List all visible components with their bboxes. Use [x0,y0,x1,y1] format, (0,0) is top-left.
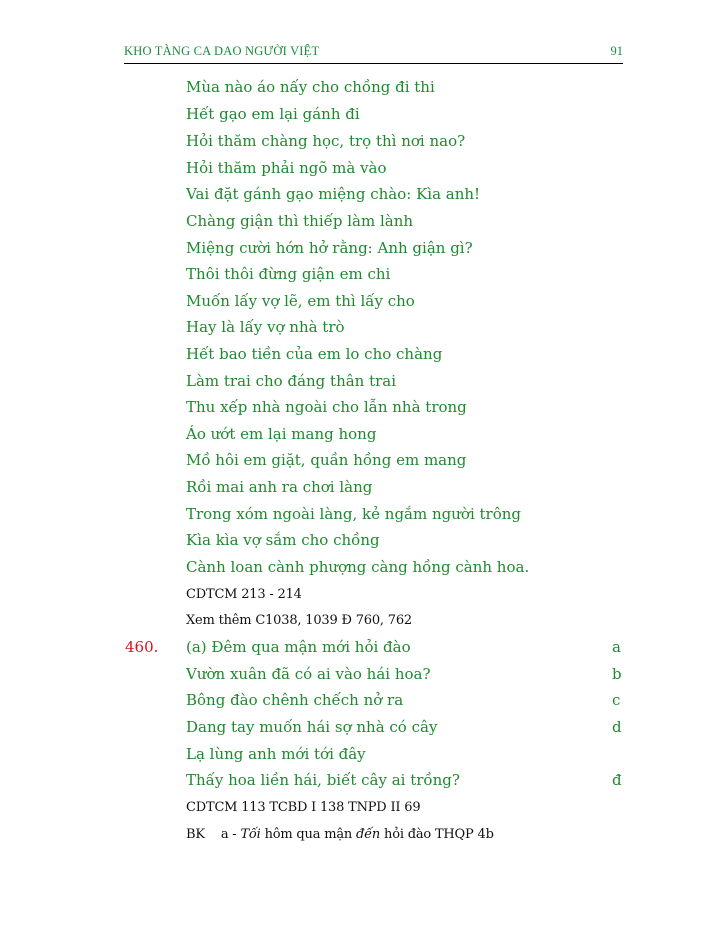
poem-line: Dang tay muốn hái sợ nhà có cây [186,718,438,736]
book-title: KHO TÀNG CA DAO NGƯỜI VIỆT [124,44,320,58]
rhyme-mark: đ [612,771,622,789]
header-divider [124,63,623,64]
poem-line: Thấy hoa liền hái, biết cây ai trồng? [186,771,460,789]
poem-number: 460. [125,638,159,656]
poem-line: Miệng cười hớn hở rằng: Anh giận gì? [186,239,473,257]
page-header [124,44,623,62]
poem-line: Áo ướt em lại mang hong [186,425,377,443]
variant-letter: a - [220,827,237,842]
variant-word: đến [356,827,381,842]
poem-line: Hết gạo em lại gánh đi [186,105,360,123]
poem-line: Hết bao tiền của em lo cho chàng [186,345,443,363]
source-note: CDTCM 213 - 214 [186,587,302,602]
variant-note [186,827,494,842]
poem-line: Kìa kìa vợ sắm cho chồng [186,531,380,549]
poem-line: Thu xếp nhà ngoài cho lẫn nhà trong [186,398,467,416]
poem-line: Lạ lùng anh mới tới đây [186,745,366,763]
poem-line: Hỏi thăm phải ngõ mà vào [186,159,387,177]
source-note: CDTCM 113 TCBD I 138 TNPD II 69 [186,800,421,815]
poem-line: Mùa nào áo nấy cho chồng đi thi [186,78,435,96]
page-number: 91 [610,44,623,58]
poem-line: Mồ hôi em giặt, quần hồng em mang [186,451,467,469]
variant-prefix: BK [186,827,205,842]
poem-line: (a) Đêm qua mận mới hỏi đào [186,638,411,656]
poem-line: Làm trai cho đáng thân trai [186,372,397,390]
rhyme-mark: d [612,718,622,736]
rhyme-mark: a [612,638,621,656]
rhyme-mark: c [612,691,621,709]
poem-line: Thôi thôi đừng giận em chi [186,265,391,283]
poem-line: Rồi mai anh ra chơi làng [186,478,373,496]
poem-line: Bông đào chênh chếch nở ra [186,691,404,709]
variant-word: Tối [240,827,261,842]
poem-line: Trong xóm ngoài làng, kẻ ngắm người trông [186,505,522,523]
rhyme-mark: b [612,665,622,683]
poem-line: Vườn xuân đã có ai vào hái hoa? [186,665,431,683]
see-also-note: Xem thêm C1038, 1039 Đ 760, 762 [186,613,412,628]
poem-line: Chàng giận thì thiếp làm lành [186,212,414,230]
poem-line: Hỏi thăm chàng học, trọ thì nơi nao? [186,132,466,150]
poem-line: Vai đặt gánh gạo miệng chào: Kìa anh! [186,185,481,203]
poem-line: Hay là lấy vợ nhà trò [186,318,345,336]
poem-line: Muốn lấy vợ lẽ, em thì lấy cho [186,292,415,310]
variant-text: hôm qua mận [264,827,353,842]
poem-line: Cành loan cành phượng càng hồng cành hoa. [186,558,530,576]
variant-text: hỏi đào THQP 4b [384,827,494,842]
